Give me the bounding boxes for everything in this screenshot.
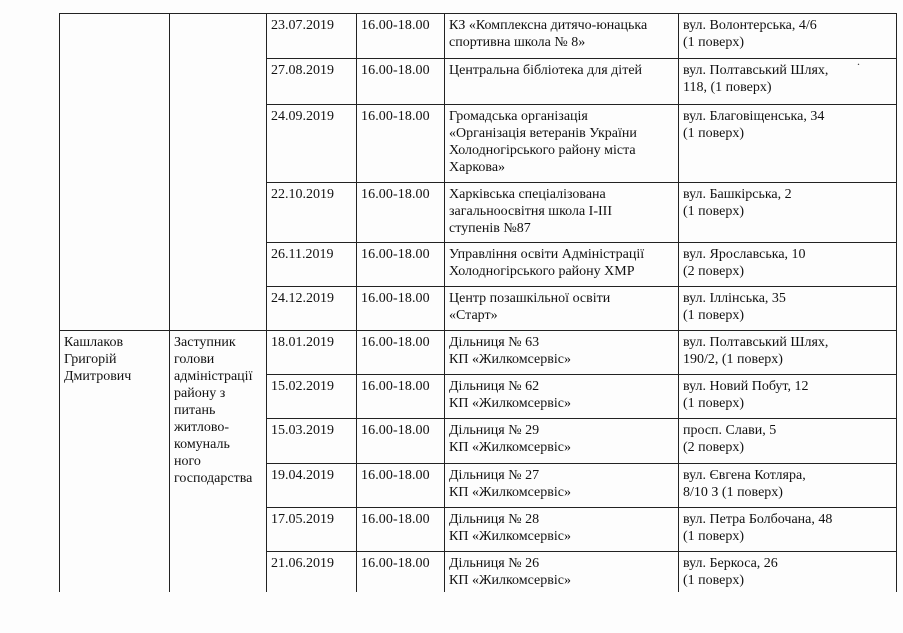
place-cell: Харківська спеціалізована загальноосвітня школа І-ІІІ ступенів №87 (445, 183, 679, 243)
date-cell: 15.02.2019 (267, 375, 357, 419)
address-cell: вул. Іллінська, 35 (1 поверх) (679, 287, 897, 331)
place-cell: Центральна бібліотека для дітей (445, 59, 679, 105)
time-cell: 16.00-18.00 (357, 14, 445, 59)
position-cell-empty (170, 14, 267, 331)
place-cell: Дільниця № 63 КП «Жилкомсервіс» (445, 331, 679, 375)
time-cell: 16.00-18.00 (357, 59, 445, 105)
date-cell: 22.10.2019 (267, 183, 357, 243)
place-cell: Громадська організація «Організація ветеранів України Холодногірського району міста Харкова» (445, 105, 679, 183)
date-cell: 27.08.2019 (267, 59, 357, 105)
date-cell: 21.06.2019 (267, 552, 357, 592)
place-cell: Дільниця № 27 КП «Жилкомсервіс» (445, 464, 679, 508)
date-cell: 15.03.2019 (267, 419, 357, 464)
date-cell: 19.04.2019 (267, 464, 357, 508)
place-cell: Дільниця № 26 КП «Жилкомсервіс» (445, 552, 679, 592)
place-cell: Центр позашкільної освіти «Старт» (445, 287, 679, 331)
address-cell: вул. Ярославська, 10 (2 поверх) (679, 243, 897, 287)
time-cell: 16.00-18.00 (357, 419, 445, 464)
date-cell: 23.07.2019 (267, 14, 357, 59)
schedule-table (59, 13, 897, 592)
date-cell: 26.11.2019 (267, 243, 357, 287)
official-position-cell: Заступник голови адміністрації району з питань житлово- комуналь ного господарства (170, 331, 267, 592)
date-cell: 24.09.2019 (267, 105, 357, 183)
place-cell: Дільниця № 62 КП «Жилкомсервіс» (445, 375, 679, 419)
time-cell: 16.00-18.00 (357, 375, 445, 419)
scan-dot-mark: . (857, 54, 860, 68)
date-cell: 17.05.2019 (267, 508, 357, 552)
date-cell: 24.12.2019 (267, 287, 357, 331)
time-cell: 16.00-18.00 (357, 552, 445, 592)
time-cell: 16.00-18.00 (357, 287, 445, 331)
time-cell: 16.00-18.00 (357, 508, 445, 552)
address-cell: вул. Волонтерська, 4/6 (1 поверх) (679, 14, 897, 59)
address-cell: вул. Полтавський Шлях, 118, (1 поверх) (679, 59, 897, 105)
table-row (60, 14, 897, 59)
date-cell: 18.01.2019 (267, 331, 357, 375)
time-cell: 16.00-18.00 (357, 105, 445, 183)
address-cell: вул. Благовіщенська, 34 (1 поверх) (679, 105, 897, 183)
time-cell: 16.00-18.00 (357, 243, 445, 287)
time-cell: 16.00-18.00 (357, 464, 445, 508)
official-name-cell: Кашлаков Григорій Дмитрович (60, 331, 170, 592)
address-cell: просп. Слави, 5 (2 поверх) (679, 419, 897, 464)
address-cell: вул. Новий Побут, 12 (1 поверх) (679, 375, 897, 419)
address-cell: вул. Беркоса, 26 (1 поверх) (679, 552, 897, 592)
address-cell: вул. Євгена Котляра, 8/10 З (1 поверх) (679, 464, 897, 508)
place-cell: Дільниця № 28 КП «Жилкомсервіс» (445, 508, 679, 552)
time-cell: 16.00-18.00 (357, 331, 445, 375)
address-cell: вул. Полтавський Шлях, 190/2, (1 поверх) (679, 331, 897, 375)
time-cell: 16.00-18.00 (357, 183, 445, 243)
table-row (60, 331, 897, 375)
address-cell: вул. Башкірська, 2 (1 поверх) (679, 183, 897, 243)
place-cell: Дільниця № 29 КП «Жилкомсервіс» (445, 419, 679, 464)
name-cell-empty (60, 14, 170, 331)
place-cell: КЗ «Комплексна дитячо-юнацька спортивна школа № 8» (445, 14, 679, 59)
address-cell: вул. Петра Болбочана, 48 (1 поверх) (679, 508, 897, 552)
place-cell: Управління освіти Адміністрації Холодногірського району ХМР (445, 243, 679, 287)
